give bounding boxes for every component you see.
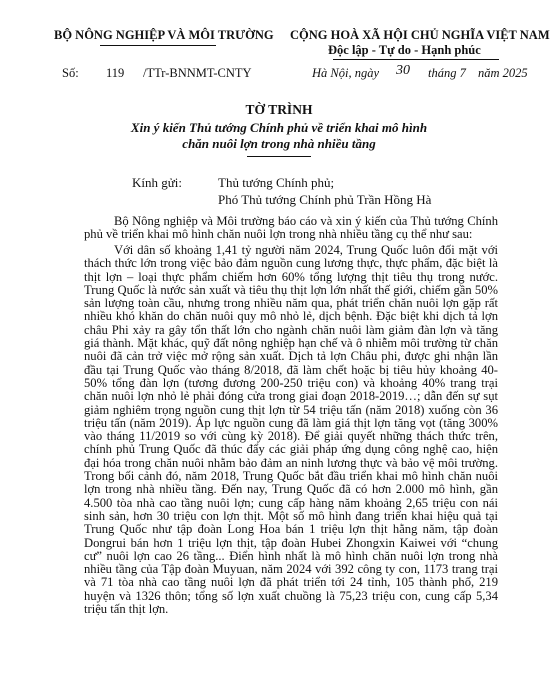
- doc-subject-line-1: Xin ý kiến Thủ tướng Chính phủ về triển khai mô hình: [130, 120, 428, 135]
- doc-subject-line-2: chăn nuôi lợn trong nhà nhiều tầng: [182, 136, 376, 151]
- body-paragraph-main: Với dân số khoảng 1,41 tỷ người năm 2024, Trung Quốc luôn đối mặt với thách thức lớn trong việc bảo đảm nguồn cung lương thực, thực phẩm, đặc biệt là thịt lợn – loại thực phẩm chiếm hơn 60% tổng lượng thịt tiêu thụ trong nước. Trung Quốc là nước sản xuất và tiêu thụ thịt lợn lớn nhất thế giới, chiếm gần 50% sản lượng toàn cầu, nhưng trong nhiều năm qua, phát triển chăn nuôi lợn gặp rất nhiều khó khăn do chăn nuôi quy mô nhỏ lẻ, dịch bệnh. Đặc biệt khi dịch tả lợn châu Phi xảy ra gây tổn thất lớn cho ngành chăn nuôi làm giảm đàn lợn và tăng giá thành. Mặt khác, quỹ đất nông nghiệp hạn chế và ô nhiễm môi trường từ chăn nuôi đã cản trở việc mở rộng sản xuất. Dịch tả lợn Châu phi, được ghi nhận lần đầu tại Trung Quốc vào tháng 8/2018, đã làm chết hoặc bị tiêu hủy khoảng 40-50% tổng đàn lợn (tương đương 200-250 triệu con) và khoảng 40% trang trại chăn nuôi lợn nhỏ lẻ phải đóng cửa trong giai đoạn 2018-2019…; dẫn đến sự sụt giảm nghiêm trọng nguồn cung thịt lợn từ 54 triệu tấn (năm 2018) xuống còn 36 triệu tấn (năm 2019). Áp lực nguồn cung đã làm giá thịt lợn tăng vọt (tăng 300% vào tháng 11/2019 so với cùng kỳ 2018). Để giải quyết những thách thức trên, chính phủ Trung Quốc đã thúc đẩy các giải pháp ứng dụng công nghệ cao, hiện đại hóa trong chăn nuôi nhằm bảo đảm an ninh lương thực và bảo vệ môi trường. Trong bối cảnh đó, năm 2018, Trung Quốc bắt đầu triển khai mô hình chăn nuôi lợn trong nhà nhiều tầng. Đến nay, Trung Quốc đã có hơn 2.000 mô hình, gần 4.500 tòa nhà cao tầng nuôi lợn; cung cấp hàng năm khoảng 2,65 triệu con nái sinh sản, hơn 30 triệu con lợn thịt. Một số mô hình đang triển khai hiệu quả tại Trung Quốc như tập đoàn Long Hoa bán 1 triệu lợn thịt hằng năm, tập đoàn Dongrui bán hơn 1 triệu lợn thịt, tập đoàn Hubei Zhongxin Kaiwei với “chung cư” nuôi lợn cao 26 tầng... Điển hình nhất là mô hình chăn nuôi lợn trong nhà nhiều tầng của Tập đoàn Muyuan, năm 2024 với 392 công ty con, 1173 trang trại và 71 tòa nhà cao tầng nuôi lợn đã phát triển tới 24 tỉnh, 105 thành phố, 219 huyện và 1326 thôn; tổng số lợn xuất chuồng là 75,23 triệu con, cung cấp 5,34 triệu tấn thịt lợn.: [84, 243, 498, 617]
- republic-name: CỘNG HOÀ XÃ HỘI CHỦ NGHĨA VIỆT NAM: [290, 28, 550, 42]
- motto-underline: [333, 59, 499, 60]
- doc-number-label: Số:: [62, 66, 79, 80]
- subject-underline: [247, 156, 311, 157]
- doc-number-suffix: /TTr-BNNMT-CNTY: [143, 66, 252, 80]
- doc-number-value: 119: [106, 66, 125, 80]
- body-paragraph-intro: Bộ Nông nghiệp và Môi trường báo cáo và xin ý kiến của Thủ tướng Chính phủ về triển khai mô hình chăn nuôi lợn trong nhà nhiều tầng cụ thể như sau:: [84, 214, 498, 242]
- doc-place-date: Hà Nội, ngày: [312, 66, 380, 80]
- doc-year: năm 2025: [478, 66, 528, 80]
- recipients-label: Kính gửi:: [132, 175, 183, 190]
- national-motto: Độc lập - Tự do - Hạnh phúc: [328, 43, 481, 57]
- recipient-deputy-pm: Phó Thủ tướng Chính phủ Trần Hồng Hà: [218, 192, 432, 207]
- recipient-prime-minister: Thủ tướng Chính phủ;: [218, 175, 335, 190]
- doc-month: tháng 7: [428, 66, 466, 80]
- doc-day: 30: [396, 63, 410, 78]
- ministry-underline: [100, 45, 216, 46]
- doc-type-title: TỜ TRÌNH: [245, 102, 313, 117]
- ministry-name: BỘ NÔNG NGHIỆP VÀ MÔI TRƯỜNG: [54, 28, 274, 42]
